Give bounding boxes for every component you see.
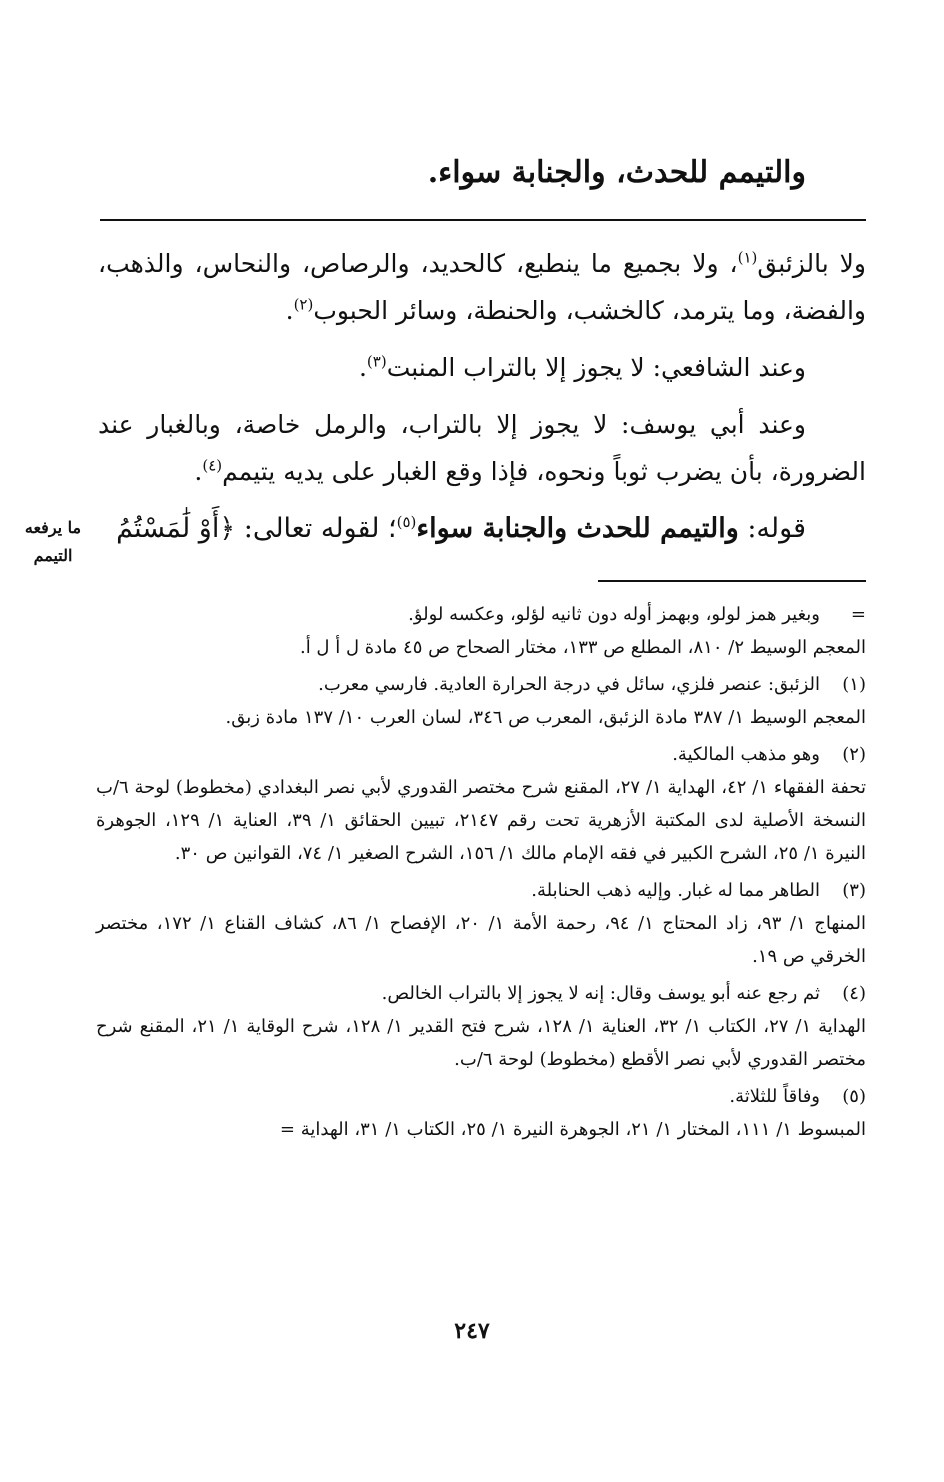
footnote-5: (٥) وفاقاً للثلاثة. — [96, 1080, 866, 1113]
footnote-1: (١) الزئبق: عنصر فلزي، سائل في درجة الحرارة العادية. فارسي معرب. — [96, 668, 866, 701]
footnote-ref-4: (٤) — [202, 456, 223, 475]
footnote-4-refs: الهداية ١/ ٢٧، الكتاب ١/ ٣٢، العناية ١/ ١٢٨، شرح فتح القدير ١/ ١٢٨، شرح الوقاية ١/ ٢١، المقنع شرح مختصر القدوري لأبي نصر الأقطع (مخطوط) لوحة ٦/ب. — [96, 1016, 867, 1070]
footnote-number: (١) — [842, 674, 866, 695]
footnote-4: (٤) ثم رجع عنه أبو يوسف وقال: إنه لا يجوز إلا بالتراب الخالص. — [96, 977, 866, 1010]
footnote-ref-1: (١) — [737, 248, 758, 267]
footnote-separator — [598, 580, 866, 582]
header-text: والتيمم للحدث، والجنابة سواء. — [427, 155, 806, 190]
footnote-ref-5: (٥) — [396, 513, 417, 531]
footnote-number: (٥) — [842, 1086, 866, 1107]
footnote-2: (٢) وهو مذهب المالكية. — [96, 738, 866, 771]
main-paragraph-2: وعند الشافعي: لا يجوز إلا بالتراب المنبت$^{(٣)}$. — [358, 352, 806, 382]
footnote-3-refs: المنهاج ١/ ٩٣، زاد المحتاج ١/ ٩٤، رحمة الأمة ١/ ٢٠، الإفصاح ١/ ٨٦، كشاف القناع ١/ ١٧٢، مختصر الخرقي ص ١٩. — [96, 913, 866, 967]
main-text — [98, 240, 866, 562]
footnote-5-refs: المبسوط ١/ ١١١، المختار ١/ ٢١، الجوهرة النيرة ١/ ٢٥، الكتاب ١/ ٣١، الهداية = — [279, 1119, 866, 1140]
footnote-2-refs: تحفة الفقهاء ١/ ٤٢، الهداية ١/ ٢٧، المقنع شرح مختصر القدوري لأبي نصر البغدادي (مخطوط) لوحة ٦/ب النسخة الأصلية لدى المكتبة الأزهرية تحت رقم ٢١٤٧، تبيين الحقائق ١/ ٣٩، العناية ١/ ١٢٩، الجوهرة النيرة ١/ ٢٥، الشرح الكبير في فقه الإمام مالك ١/ ١٥٦، الشرح الصغير ١/ ٧٤، القوانين ص ٣٠. — [96, 777, 866, 864]
footnote-ref-3: (٣) — [366, 352, 387, 371]
footnote-number: (٣) — [842, 880, 866, 901]
margin-heading: ما يرفعه التيمم — [24, 518, 82, 565]
footnote-continuation: = وبغير همز لولو، وبهمز أوله دون ثانيه لؤلو، وعكسه لولؤ. — [96, 598, 866, 631]
main-paragraph-4: قوله: والتيمم للحدث والجنابة سواء$^{(٥)}$؛ لقوله تعالى: ﴿أَوْ لَٰمَسْتُمُ — [116, 513, 806, 544]
main-paragraph-1: ولا بالزئبق$^{(١)}$، ولا بجميع ما ينطبع، كالحديد، والرصاص، والنحاس، والذهب، والفضة، وما يترمد، كالخشب، والحنطة، وسائر الحبوب$^{(٢)}$. — [98, 248, 866, 325]
footnote-number: (٤) — [842, 983, 866, 1004]
footnote-ref-2: (٢) — [293, 295, 314, 314]
footnote-number: (٢) — [842, 744, 866, 765]
page-number: ٢٤٧ — [454, 1318, 490, 1344]
footnotes — [96, 598, 866, 1150]
footnote-1-refs: المعجم الوسيط ١/ ٣٨٧ مادة الزئبق، المعرب ص ٣٤٦، لسان العرب ١٠/ ١٣٧ مادة زبق. — [225, 707, 866, 728]
footnote-3: (٣) الطاهر مما له غبار. وإليه ذهب الحنابلة. — [96, 874, 866, 907]
header-rule — [100, 219, 866, 221]
main-paragraph-3: وعند أبي يوسف: لا يجوز إلا بالتراب، والرمل خاصة، وبالغبار عند الضرورة، بأن يضرب ثوباً ونحوه، فإذا وقع الغبار على يديه يتيمم$^{(٤)}$. — [98, 410, 866, 486]
footnote-continuation-refs: المعجم الوسيط ٢/ ٨١٠، المطلع ص ١٣٣، مختار الصحاح ص ٤٥ مادة ل أ ل أ. — [299, 637, 866, 658]
continuation-mark: = — [850, 604, 866, 625]
